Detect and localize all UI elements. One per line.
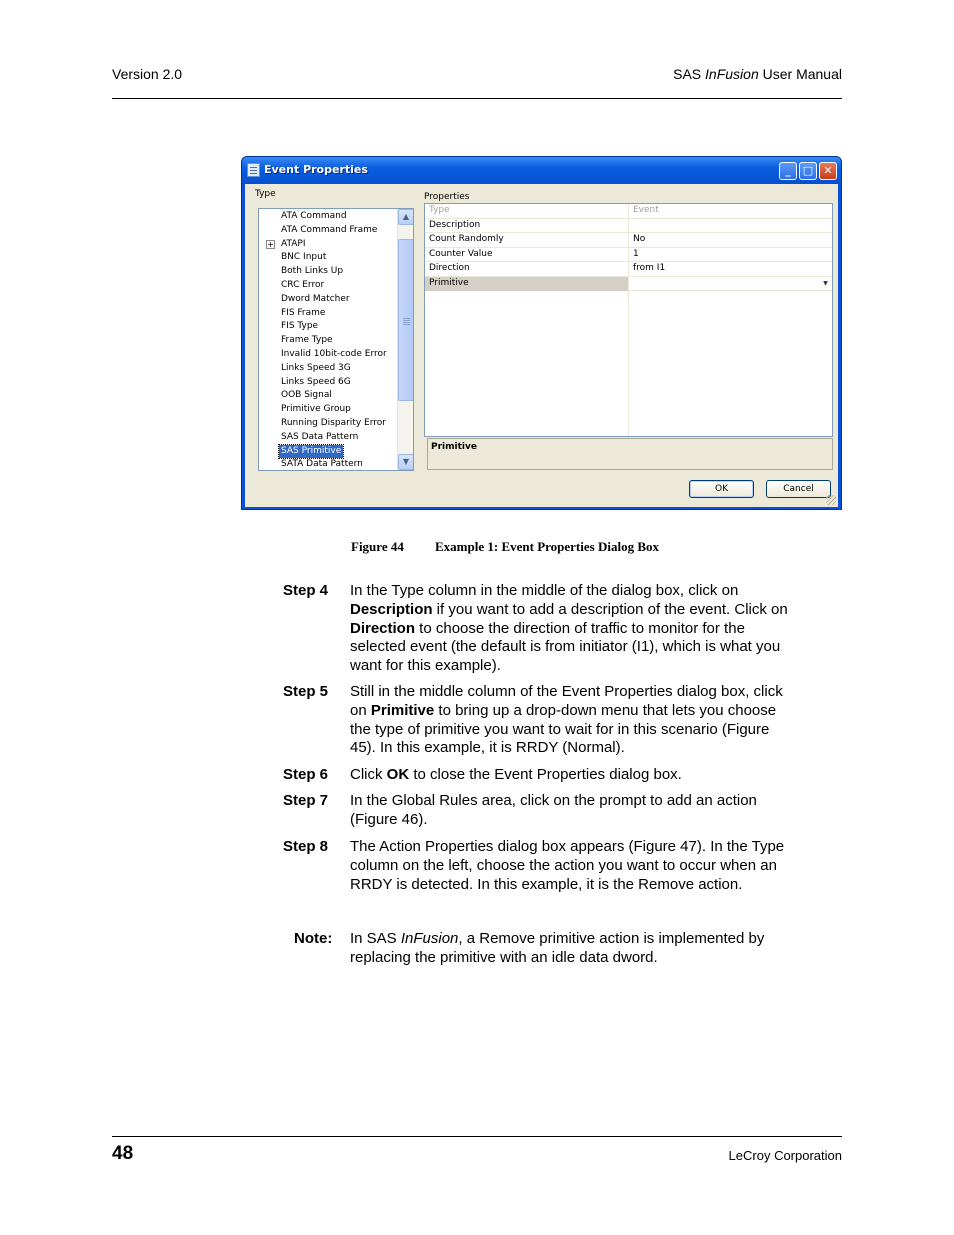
property-row[interactable] <box>425 204 832 219</box>
property-value[interactable]: 1 <box>633 248 639 259</box>
bold-term: OK <box>386 766 410 783</box>
text-run: In SAS <box>350 930 401 947</box>
text-run: if you want to add a description of the event. Click on <box>432 600 788 618</box>
window-app-icon <box>247 163 260 177</box>
step-label: Step 5 <box>283 683 329 700</box>
type-list-item[interactable]: SAS Data Pattern <box>281 431 359 442</box>
type-list-item[interactable]: ATA Command Frame <box>281 224 378 235</box>
figure-caption <box>351 539 659 555</box>
ok-button[interactable]: OK <box>689 480 754 498</box>
footer-rule <box>112 1136 842 1137</box>
italic-term: InFusion <box>400 930 459 947</box>
type-list-item[interactable]: SATA Data Pattern <box>281 459 363 470</box>
maximize-button[interactable]: □ <box>799 162 817 180</box>
text-run: Click <box>350 766 387 783</box>
type-list-item[interactable]: BNC Input <box>281 252 327 263</box>
header-manual-product: InFusion <box>705 66 759 82</box>
property-name: Primitive <box>429 277 469 288</box>
scroll-grip-icon <box>403 318 410 319</box>
text-run: , a Remove primitive action is implemented by replacing the primitive with an idle data dword. <box>350 930 765 966</box>
step-text <box>350 838 788 894</box>
type-tree-list[interactable] <box>258 208 414 471</box>
text-run: In the Global Rules area, click on the prompt to add an action (Figure 46). <box>350 792 757 828</box>
property-value[interactable]: Event <box>633 205 659 215</box>
step-label: Step 7 <box>283 792 329 809</box>
help-title: Primitive <box>431 442 477 452</box>
property-name: Count Randomly <box>429 234 504 244</box>
property-value[interactable]: No <box>633 234 646 244</box>
dialog-client-area <box>245 184 838 507</box>
header-manual-title <box>673 66 842 82</box>
property-row[interactable] <box>425 233 832 248</box>
scroll-thumb[interactable] <box>398 239 414 401</box>
dropdown-arrow-icon[interactable]: ▼ <box>823 279 828 287</box>
scroll-up-arrow-icon[interactable]: ▲ <box>398 209 414 225</box>
text-run: In the Type column in the middle of the dialog box, click on <box>350 582 739 599</box>
note-text <box>350 930 788 968</box>
dialog-titlebar[interactable] <box>242 157 841 184</box>
figure-number: Figure 44 <box>351 539 404 554</box>
property-name: Description <box>429 219 481 230</box>
type-list-item[interactable]: Both Links Up <box>281 266 344 277</box>
text-run: to bring up a drop-down menu that lets you choose the type of primitive you want to wait for in this scenario (Figure 45). In this example, it is RRDY (Normal). <box>350 701 777 757</box>
text-run: Still in the middle column of the Event Properties dialog box, click on <box>350 683 783 719</box>
type-list-item[interactable]: ATAPI <box>281 238 306 249</box>
type-list-item[interactable]: Frame Type <box>281 335 333 346</box>
property-row[interactable] <box>425 219 832 234</box>
header-manual-suffix: User Manual <box>758 66 842 82</box>
properties-label: Properties <box>424 192 470 202</box>
type-list-item[interactable]: SAS Primitive <box>281 445 342 456</box>
type-list-item[interactable]: Dword Matcher <box>281 293 350 304</box>
step-label: Step 4 <box>283 582 329 599</box>
type-list-item[interactable]: OOB Signal <box>281 390 332 401</box>
text-run: to choose the direction of traffic to monitor for the selected event (the default is from initiator (I1), which is what you want for this example). <box>350 619 781 675</box>
property-row[interactable] <box>425 248 832 263</box>
text-run: to close the Event Properties dialog box. <box>409 766 682 783</box>
resize-grip-icon[interactable] <box>826 495 836 505</box>
event-properties-dialog <box>241 156 842 510</box>
property-row[interactable] <box>425 262 832 277</box>
step-label: Step 6 <box>283 766 329 783</box>
type-list-item[interactable]: FIS Type <box>281 321 319 332</box>
type-label: Type <box>255 189 276 199</box>
property-name: Direction <box>429 263 470 273</box>
property-value[interactable]: from I1 <box>633 263 666 273</box>
bold-term: Description <box>350 600 433 618</box>
dialog-title: Event Properties <box>264 163 368 176</box>
step-label: Step 8 <box>283 838 329 855</box>
minimize-button[interactable]: _ <box>779 162 797 180</box>
note-label: Note: <box>294 930 333 947</box>
bold-term: Direction <box>350 619 416 637</box>
type-list-item[interactable]: Primitive Group <box>281 404 351 415</box>
type-list-item[interactable]: FIS Frame <box>281 307 326 318</box>
text-run: The Action Properties dialog box appears (Figure 47). In the Type column on the left, choose the action you want to occur when an RRDY is detected. In this example, it is the Remove action. <box>350 838 785 893</box>
header-manual-prefix: SAS <box>673 66 706 82</box>
figure-title: Example 1: Event Properties Dialog Box <box>435 539 659 554</box>
step-text <box>350 683 788 758</box>
page-number: 48 <box>112 1143 134 1164</box>
step-text <box>350 766 788 785</box>
header-version: Version 2.0 <box>112 66 183 82</box>
property-name: Type <box>429 205 450 215</box>
cancel-button[interactable]: Cancel <box>766 480 831 498</box>
type-list-item[interactable]: Links Speed 3G <box>281 362 351 373</box>
tree-expand-icon[interactable]: + <box>267 239 274 249</box>
type-list-item[interactable]: Running Disparity Error <box>281 418 386 428</box>
step-text <box>350 792 788 830</box>
scroll-down-arrow-icon[interactable]: ▼ <box>398 454 414 470</box>
close-button[interactable]: ✕ <box>819 162 837 180</box>
property-name: Counter Value <box>429 248 493 259</box>
type-list-item[interactable]: ATA Command <box>281 211 347 221</box>
property-row[interactable] <box>425 277 832 292</box>
property-grid[interactable] <box>424 203 833 437</box>
header-rule <box>112 98 842 99</box>
type-list-scrollbar[interactable] <box>397 209 413 470</box>
type-list-item[interactable]: CRC Error <box>281 280 325 290</box>
step-text <box>350 582 788 676</box>
property-help-box <box>427 438 833 470</box>
type-list-item[interactable]: Invalid 10bit-code Error <box>281 349 387 359</box>
type-list-item[interactable]: Links Speed 6G <box>281 376 351 387</box>
footer-company: LeCroy Corporation <box>728 1148 842 1163</box>
bold-term: Primitive <box>370 701 435 719</box>
